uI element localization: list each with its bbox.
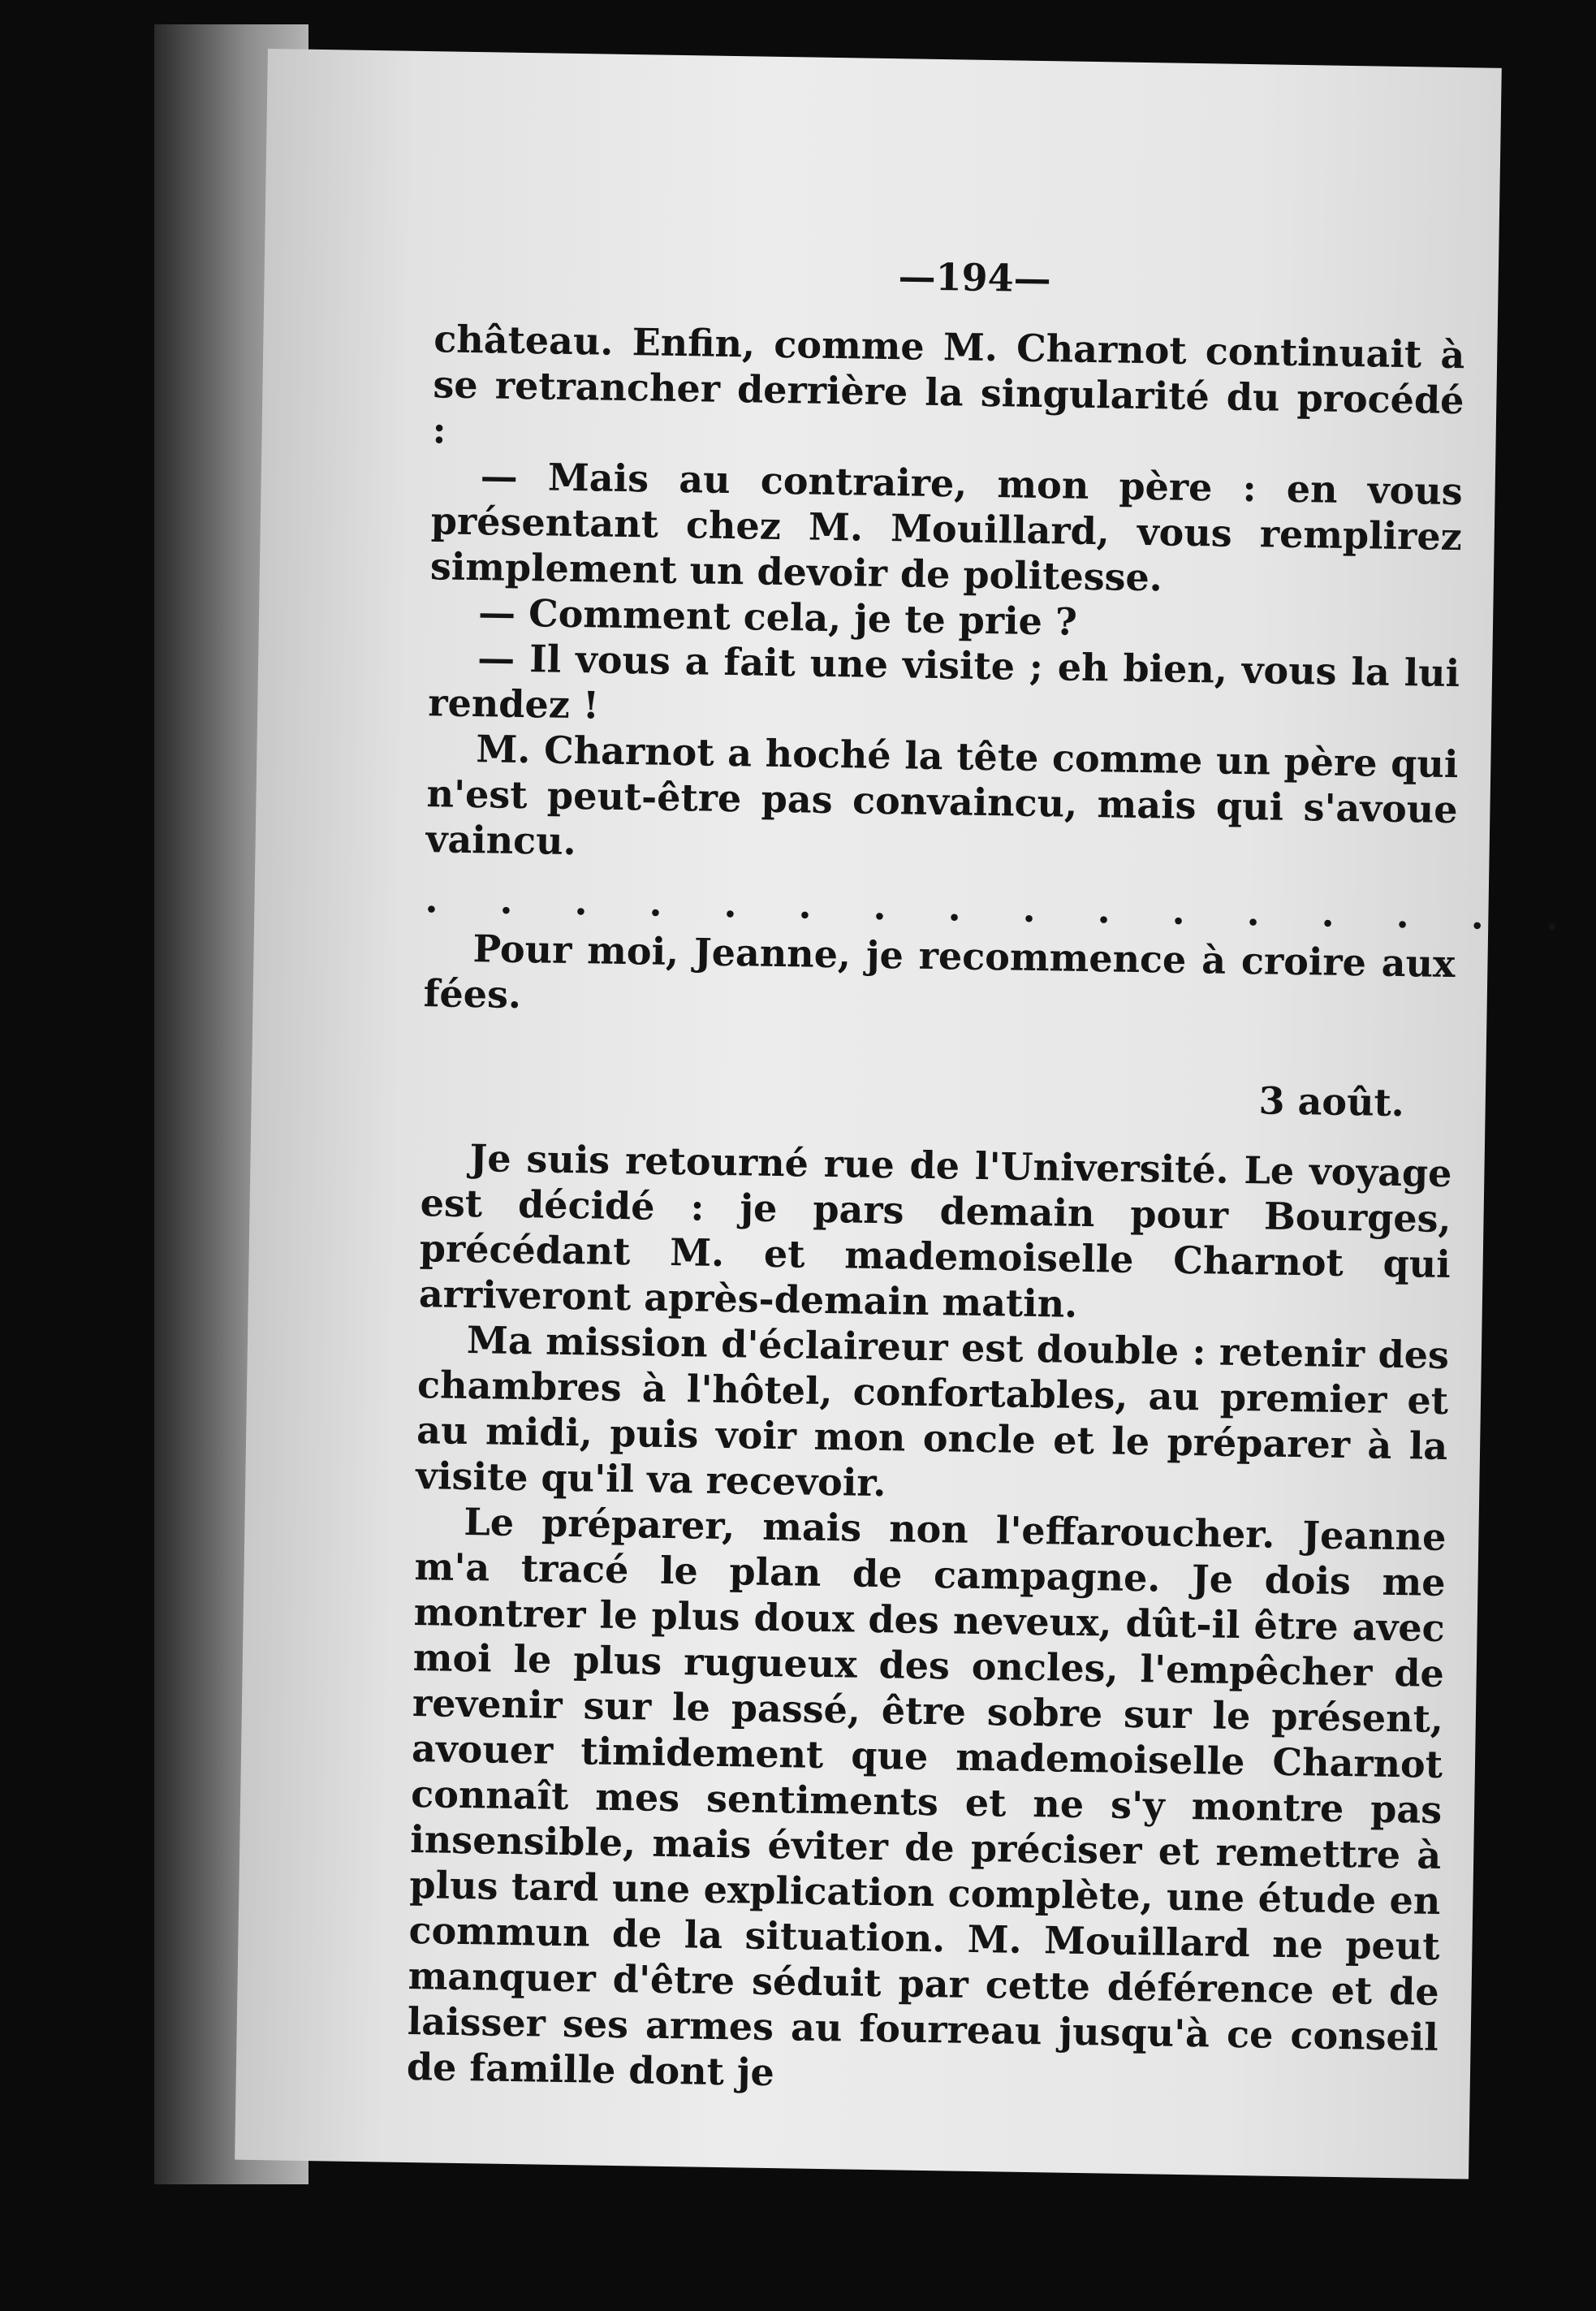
paragraph-1: château. Enfin, comme M. Charnot continuait à se retrancher derrière la singularité du procédé : — [432, 317, 1465, 452]
paragraph-fees: Pour moi, Jeanne, je recommence à croire aux fées. — [423, 927, 1456, 1017]
paragraph-3: — Comment cela, je te prie ? — [477, 590, 1078, 644]
section-separator: . . . . . . . . . . . . . . . . — [425, 877, 1584, 940]
paragraph-6: Je suis retourné rue de l'Université. Le voyage est décidé : je pars demain pour Bourges, précédant M. et mademoiselle Charnot qui arriveront après-demain matin. — [418, 1136, 1452, 1326]
paragraph-8: Le préparer, mais non l'effaroucher. Jeanne m'a tracé le plan de campagne. Je dois me montrer le plus doux des neveux, dût-il être avec moi le plus rugueux des oncles, l'empêcher de revenir sur le passé, être sobre sur le présent, avouer timidement que mademoiselle Charnot connaît mes sentiments et ne s'y montre pas insensible, mais éviter de préciser et remettre à plus tard une explication complète, une étude en commun de la situation. M. Mouillard ne peut manquer d'être séduit par cette déférence et de laisser ses armes au fourreau jusqu'à ce conseil de famille dont je — [406, 1500, 1447, 2095]
date-heading: 3 août. — [1258, 1078, 1405, 1125]
paragraph-5: M. Charnot a hoché la tête comme un père qui n'est peut-être pas convaincu, mais qui s'avoue vaincu. — [425, 727, 1459, 864]
paragraph-2: — Mais au contraire, mon père : en vous présentant chez M. Mouillard, vous remplirez simplement un devoir de politesse. — [429, 454, 1464, 600]
paragraph-4: — Il vous a fait une visite ; eh bien, vous la lui rendez ! — [427, 636, 1460, 728]
paragraph-7: Ma mission d'éclaireur est double : retenir des chambres à l'hôtel, confortables, au premier et au midi, puis voir mon oncle et le préparer à la visite qu'il va recevoir. — [415, 1318, 1450, 1505]
book-page — [235, 49, 1584, 2179]
page-number: —194— — [898, 254, 1052, 301]
page-text — [406, 246, 1584, 2106]
